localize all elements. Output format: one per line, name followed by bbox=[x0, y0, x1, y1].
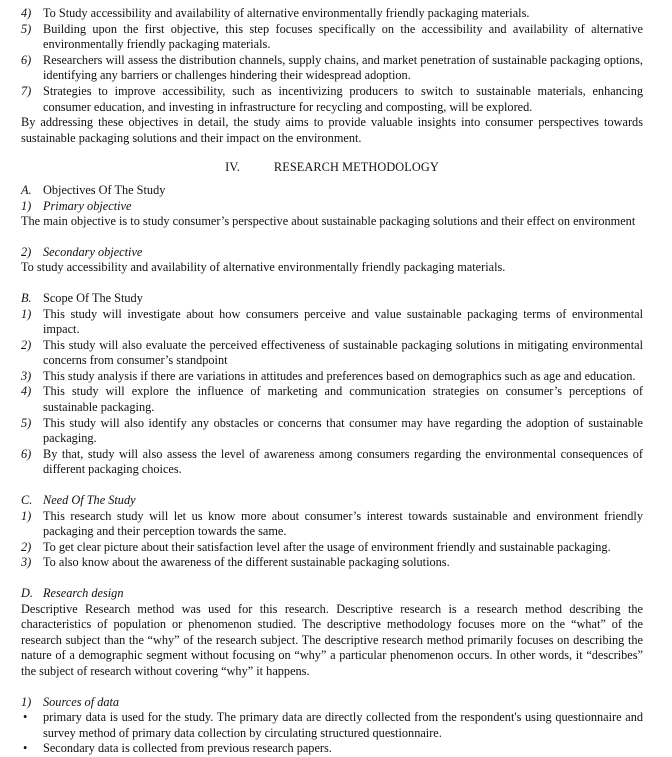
bullet-icon: • bbox=[23, 710, 28, 725]
list-item bbox=[21, 6, 643, 22]
list-item bbox=[21, 540, 643, 556]
subsection-letter: D. bbox=[21, 586, 33, 600]
list-item bbox=[21, 307, 643, 338]
research-design-paragraph: Descriptive Research method was used for this research. Descriptive research is a research method describing the characteristics of population or phenomenon studied. The descriptive methodology focuses more on the “what” of the research subject than the “why” of the research subject. The descriptive research method primarily focuses on describing the nature of a demographic segment without focusing on “why” a particular phenomenon occurs. In other words, it “describes” the subject of research without covering “why” it happens. bbox=[21, 601, 643, 678]
item-number: 1) bbox=[21, 198, 32, 213]
subsection-heading-b bbox=[21, 291, 643, 307]
item-text: To get clear picture about their satisfaction level after the usage of environment friendly and sustainable packaging. bbox=[43, 539, 611, 554]
section-number: IV. bbox=[225, 160, 240, 175]
item-text: This study will explore the influence of marketing and communication strategies on consumer’s perceptions of sustainable packaging. bbox=[43, 384, 643, 415]
sources-heading bbox=[21, 695, 643, 711]
item-number: 7) bbox=[21, 83, 32, 98]
item-number: 1) bbox=[21, 306, 32, 321]
item-number: 2) bbox=[21, 337, 32, 352]
primary-objective-heading bbox=[21, 199, 643, 215]
item-number: 2) bbox=[21, 539, 32, 554]
list-item bbox=[21, 509, 643, 540]
item-text: Secondary data is collected from previous research papers. bbox=[43, 741, 332, 756]
subsection-letter: A. bbox=[21, 182, 32, 197]
secondary-objective-heading bbox=[21, 245, 643, 261]
item-text: This study analysis if there are variations in attitudes and preferences based on demographics such as age and education. bbox=[43, 368, 636, 383]
list-item bbox=[21, 447, 643, 478]
list-item bbox=[21, 53, 643, 84]
document-page bbox=[21, 6, 643, 757]
item-number: 6) bbox=[21, 446, 32, 461]
subsection-title: Objectives Of The Study bbox=[43, 182, 166, 197]
list-item bbox=[21, 22, 643, 53]
item-text: Strategies to improve accessibility, such as incentivizing producers to switch to sustainable materials, enhancing consumer education, and investing in infrastructure for recycling and composting, will be explored. bbox=[43, 83, 643, 114]
list-item bbox=[21, 741, 643, 757]
list-item bbox=[21, 84, 643, 115]
item-text: This study will also identify any obstacles or concerns that consumer may have regarding the adoption of sustainable packaging. bbox=[43, 415, 643, 446]
item-text: This study will investigate about how consumers perceive and value sustainable packaging terms of environmental impact. bbox=[43, 306, 643, 337]
item-number: 4) bbox=[21, 384, 32, 399]
item-text: To Study accessibility and availability of alternative environmentally friendly packaging materials. bbox=[43, 6, 530, 20]
item-number: 5) bbox=[21, 21, 32, 36]
list-item bbox=[21, 384, 643, 415]
subsection-heading-a bbox=[21, 183, 643, 199]
subsection-heading-d bbox=[21, 586, 643, 602]
primary-objective-text: The main objective is to study consumer’s perspective about sustainable packaging solutions and their effect on environment bbox=[21, 214, 636, 229]
bullet-icon: • bbox=[23, 741, 28, 756]
secondary-objective-text: To study accessibility and availability of alternative environmentally friendly packaging materials. bbox=[21, 260, 506, 275]
heading-title: Primary objective bbox=[43, 198, 132, 213]
subsection-title: Scope Of The Study bbox=[43, 290, 143, 305]
list-item bbox=[21, 369, 643, 385]
scope-list bbox=[21, 307, 643, 479]
item-number: 5) bbox=[21, 415, 32, 430]
item-number: 1) bbox=[21, 508, 32, 523]
section-title: RESEARCH METHODOLOGY bbox=[273, 160, 439, 175]
item-number: 3) bbox=[21, 368, 32, 383]
item-text: primary data is used for the study. The primary data are directly collected from the respondent's using questionnaire and survey method of primary data collection by circulating structured questionnaire. bbox=[43, 710, 643, 740]
item-number: 2) bbox=[21, 244, 32, 259]
item-number: 1) bbox=[21, 694, 32, 709]
item-number: 6) bbox=[21, 52, 32, 67]
list-item bbox=[21, 710, 643, 741]
item-text: To also know about the awareness of the different sustainable packaging solutions. bbox=[43, 555, 450, 570]
item-text: By that, study will also assess the level of awareness among consumers regarding the environmental consequences of different packaging choices. bbox=[43, 446, 643, 477]
item-number: 3) bbox=[21, 555, 32, 570]
subsection-letter: B. bbox=[21, 290, 32, 305]
item-number: 4) bbox=[21, 6, 32, 20]
item-text: Building upon the first objective, this step focuses specifically on the accessibility and availability of alternative environmentally friendly packaging materials. bbox=[43, 21, 643, 52]
heading-title: Sources of data bbox=[43, 694, 120, 709]
item-text: This study will also evaluate the perceived effectiveness of sustainable packaging solutions in mitigating environmental concerns from consumer’s standpoint bbox=[43, 337, 643, 368]
subsection-title: Research design bbox=[43, 586, 124, 600]
item-text: This research study will let us know more about consumer’s interest towards sustainable and environment friendly packaging and their perception towards the same. bbox=[43, 508, 643, 539]
list-item bbox=[21, 416, 643, 447]
need-list bbox=[21, 509, 643, 571]
subsection-heading-c bbox=[21, 493, 643, 509]
heading-title: Secondary objective bbox=[43, 244, 143, 259]
sources-list bbox=[21, 710, 643, 757]
item-text: Researchers will assess the distribution channels, supply chains, and market penetration of sustainable packaging options, identifying any barriers or challenges hindering their widespread adoption. bbox=[43, 52, 643, 83]
section-heading bbox=[21, 160, 643, 176]
subsection-letter: C. bbox=[21, 493, 33, 508]
intro-list bbox=[21, 6, 643, 115]
intro-closing-paragraph: By addressing these objectives in detail, the study aims to provide valuable insights into consumer perspectives towards sustainable packaging solutions and their impact on the environment. bbox=[21, 115, 643, 145]
list-item bbox=[21, 555, 643, 571]
subsection-title: Need Of The Study bbox=[43, 493, 136, 508]
list-item bbox=[21, 338, 643, 369]
